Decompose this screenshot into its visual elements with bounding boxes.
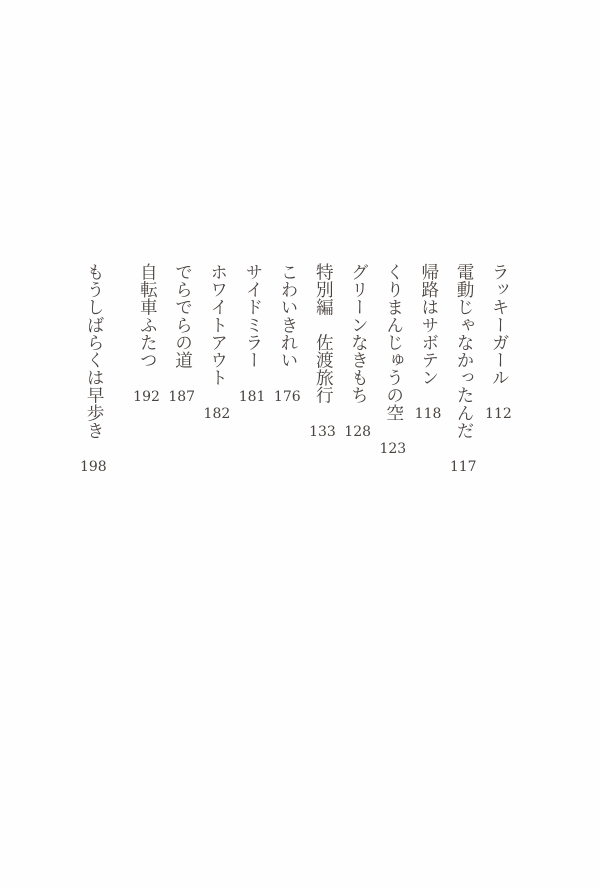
toc-entry-page-number: 181 xyxy=(238,388,266,405)
toc-entry xyxy=(410,263,445,421)
toc-entry-title: 帰路はサボテン xyxy=(418,263,439,387)
toc-entry-page-number: 112 xyxy=(485,406,512,423)
toc-entry-title: 自転車ふたつ xyxy=(137,263,158,369)
toc-entry-title: ホワイトアウト xyxy=(207,263,228,387)
toc-entry-page-number: 182 xyxy=(203,406,231,423)
toc-entry-title: サイドミラー xyxy=(242,263,263,369)
toc-entry xyxy=(164,263,199,404)
toc-entry xyxy=(76,263,111,474)
toc-entry-title: 特別編 佐渡旅行 xyxy=(313,263,334,404)
toc-entry-page-number: 176 xyxy=(273,388,301,405)
toc-entry-title: グリーンなきもち xyxy=(348,263,369,404)
toc-entry-page-number: 118 xyxy=(414,406,442,423)
toc-entry xyxy=(305,263,340,439)
toc-entry-page-number: 192 xyxy=(133,388,160,405)
toc-entry-title: もうしばらくは早歩き xyxy=(84,263,105,439)
toc-entry xyxy=(375,263,410,456)
toc-entry xyxy=(340,263,375,439)
toc-entry-page-number: 198 xyxy=(79,459,107,475)
toc-entry-title: こわいきれい xyxy=(278,263,299,369)
toc-entry-title: でらでらの道 xyxy=(172,263,193,369)
toc-entry xyxy=(446,263,481,474)
toc-entry xyxy=(235,263,270,404)
toc-entry-title: くりまんじゅうの空 xyxy=(383,263,404,422)
toc-entry xyxy=(481,263,516,421)
toc-entry-page-number: 133 xyxy=(309,423,336,440)
toc-entry-page-number: 123 xyxy=(379,441,407,458)
toc-entry xyxy=(129,263,164,404)
toc-entry-page-number: 117 xyxy=(449,459,477,475)
toc-entry xyxy=(199,263,234,421)
toc-entry-page-number: 187 xyxy=(168,388,196,405)
toc-entry-title: ラッキーガール xyxy=(489,263,510,387)
toc-entry-title: 電動じゃなかったんだ xyxy=(454,263,475,439)
toc-entry-page-number: 128 xyxy=(344,423,372,440)
table-of-contents xyxy=(76,263,516,474)
toc-entry xyxy=(270,263,305,404)
